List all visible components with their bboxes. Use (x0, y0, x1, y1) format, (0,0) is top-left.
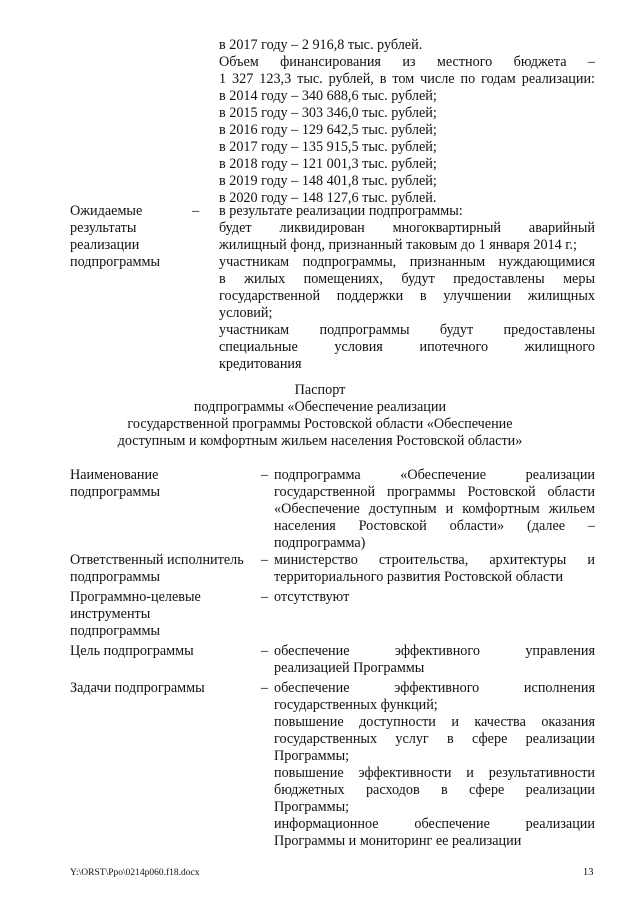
text-line: в 2014 году – 340 688,6 тыс. рублей; (219, 88, 437, 104)
text-line: кредитования (219, 356, 302, 372)
text-line: информационное обеспечение реализации (274, 816, 595, 832)
text-line: в 2017 году – 2 916,8 тыс. рублей. (219, 37, 423, 53)
text-line: в 2017 году – 135 915,5 тыс. рублей; (219, 139, 437, 155)
text-line: Объем финансирования из местного бюджета – (219, 54, 595, 70)
footer-page-number: 13 (583, 867, 594, 878)
row-label: Ожидаемые (70, 203, 143, 219)
text-line: обеспечение эффективного управления (274, 643, 595, 659)
text-line: Программы и мониторинг ее реализации (274, 833, 522, 849)
title-line: Паспорт (294, 382, 346, 398)
text-line: будет ликвидирован многоквартирный аварийный (219, 220, 595, 236)
row-label: Задачи подпрограммы (70, 680, 205, 696)
text-line: «Обеспечение доступным и комфортным жильем (274, 501, 595, 517)
text-line: 1 327 123,3 тыс. рублей, в том числе по годам реализации: (219, 71, 595, 87)
row-label: подпрограммы (70, 623, 160, 639)
text-line: условий; (219, 305, 273, 321)
text-line: государственных функций; (274, 697, 438, 713)
text-line: в 2016 году – 129 642,5 тыс. рублей; (219, 122, 437, 138)
text-line: жилищный фонд, признанный таковым до 1 января 2014 г.; (219, 237, 577, 253)
title-line: государственной программы Ростовской области «Обеспечение (127, 416, 513, 432)
dash: – (261, 467, 269, 483)
text-line: повышение эффективности и результативности (274, 765, 595, 781)
dash: – (192, 203, 200, 219)
text-line: государственной программы Ростовской области (274, 484, 595, 500)
text-line: обеспечение эффективного исполнения (274, 680, 595, 696)
row-label: подпрограммы (70, 254, 160, 270)
text-line: в 2018 году – 121 001,3 тыс. рублей; (219, 156, 437, 172)
text-line: министерство строительства, архитектуры и (274, 552, 595, 568)
text-line: Программы; (274, 799, 350, 815)
text-line: государственной поддержки в улучшении жилищных (219, 288, 595, 304)
text-line: повышение доступности и качества оказания (274, 714, 595, 730)
footer-file-path: Y:\ORST\Ppo\0214p060.f18.docx (70, 868, 200, 878)
dash: – (261, 643, 269, 659)
row-label: Ответственный исполнитель (70, 552, 244, 568)
row-label: инструменты (70, 606, 151, 622)
row-label: Программно-целевые (70, 589, 201, 605)
row-label: подпрограммы (70, 484, 160, 500)
title-line: доступным и комфортным жильем населения Ростовской области» (117, 433, 523, 449)
text-line: бюджетных расходов в сфере реализации (274, 782, 595, 798)
text-line: отсутствуют (274, 589, 350, 605)
text-line: населения Ростовской области» (далее – (274, 518, 595, 534)
text-line: Программы; (274, 748, 350, 764)
text-line: подпрограмма «Обеспечение реализации (274, 467, 595, 483)
text-line: территориального развития Ростовской области (274, 569, 564, 585)
text-line: подпрограмма) (274, 535, 366, 551)
text-line: участникам подпрограммы будут предоставлены (219, 322, 595, 338)
row-label: подпрограммы (70, 569, 160, 585)
row-label: Наименование (70, 467, 159, 483)
text-line: в результате реализации подпрограммы: (219, 203, 463, 219)
text-line: государственных услуг в сфере реализации (274, 731, 595, 747)
row-label: реализации (70, 237, 140, 253)
dash: – (261, 552, 269, 568)
text-line: в 2019 году – 148 401,8 тыс. рублей; (219, 173, 437, 189)
dash: – (261, 589, 269, 605)
text-line: в жилых помещениях, будут предоставлены меры (219, 271, 595, 287)
text-line: реализацией Программы (274, 660, 425, 676)
dash: – (261, 680, 269, 696)
title-line: подпрограммы «Обеспечение реализации (193, 399, 447, 415)
row-label: Цель подпрограммы (70, 643, 194, 659)
text-line: в 2015 году – 303 346,0 тыс. рублей; (219, 105, 437, 121)
text-line: участникам подпрограммы, признанным нуждающимися (219, 254, 595, 270)
text-line: в 2020 году – 148 127,6 тыс. рублей. (219, 190, 437, 206)
text-line: специальные условия ипотечного жилищного (219, 339, 595, 355)
row-label: результаты (70, 220, 137, 236)
